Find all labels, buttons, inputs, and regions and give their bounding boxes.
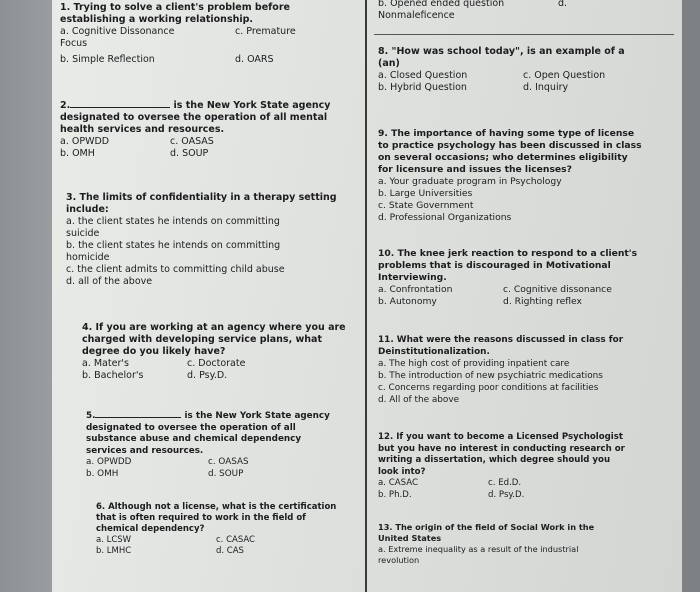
- question-2: [60, 98, 330, 160]
- question-8: [378, 46, 625, 94]
- question-12: [378, 432, 625, 501]
- q3-option-c: c. the client admits to committing child abuse: [66, 264, 285, 275]
- question-3: [66, 192, 337, 288]
- q2-stem-line3: health services and resources.: [60, 124, 225, 135]
- column-divider: [365, 0, 367, 592]
- q1-stem-line2: establishing a working relationship.: [60, 14, 254, 25]
- q4-stem-line1: 4. If you are working at an agency where you are: [82, 322, 346, 333]
- q2-option-c: c. OASAS: [170, 136, 214, 147]
- question-7-tail: [378, 0, 567, 22]
- q11-option-d: d. All of the above: [378, 395, 460, 405]
- q9-stem-line2: to practice psychology has been discussed in class: [378, 140, 642, 151]
- q13-stem-line2: United States: [378, 533, 442, 543]
- q7-option-b: b. Opened ended question: [378, 0, 505, 9]
- q12-option-c: c. Ed.D.: [488, 478, 522, 488]
- question-11: [378, 334, 623, 406]
- q13-stem-line1: 13. The origin of the field of Social Work in the: [378, 522, 595, 532]
- q2-stem-tail: is the New York State agency: [173, 100, 331, 111]
- q12-option-a: a. CASAC: [378, 478, 418, 488]
- q8-stem-line1: 8. "How was school today", is an example of a: [378, 46, 625, 57]
- question-6: [96, 502, 336, 557]
- q9-option-c: c. State Government: [378, 200, 474, 211]
- q5-stem-line4: services and resources.: [86, 445, 204, 456]
- q10-option-c: c. Cognitive dissonance: [503, 284, 612, 295]
- q2-option-d: d. SOUP: [170, 148, 209, 159]
- q7-option-d: d.: [558, 0, 568, 9]
- q8-stem-line2: (an): [378, 58, 400, 69]
- exam-sheet: [52, 0, 682, 592]
- q13-option-a-cont: revolution: [378, 555, 420, 565]
- q2-blank: [70, 98, 170, 108]
- q10-stem-line2: problems that is discouraged in Motivational: [378, 260, 611, 271]
- q2-stem-line2: designated to oversee the operation of all mental: [60, 112, 328, 123]
- q3-option-b2: homicide: [66, 252, 110, 263]
- q12-option-b: b. Ph.D.: [378, 489, 412, 500]
- q13-option-a: a. Extreme inequality as a result of the industrial: [378, 544, 579, 554]
- q12-stem-line1: 12. If you want to become a Licensed Psychologist: [378, 432, 623, 442]
- q3-stem-line1: 3. The limits of confidentiality in a therapy setting: [66, 192, 337, 203]
- q9-option-b: b. Large Universities: [378, 188, 473, 199]
- q6-stem-line1: 6. Although not a license, what is the certification: [96, 502, 337, 512]
- q8-option-d: d. Inquiry: [523, 82, 569, 93]
- q4-option-b: b. Bachelor's: [82, 370, 144, 381]
- q2-option-a: a. OPWDD: [60, 136, 110, 147]
- q3-option-a2: suicide: [66, 228, 100, 239]
- q9-stem-line4: for licensure and issues the licenses?: [378, 164, 572, 175]
- question-10: [378, 248, 637, 308]
- question-4: [82, 322, 346, 382]
- q5-option-d: d. SOUP: [208, 468, 244, 479]
- q1-option-b: b. Simple Reflection: [60, 54, 155, 65]
- q9-stem-line3: on several occasions; who determines eligibility: [378, 152, 628, 163]
- question-9: [378, 128, 642, 224]
- q5-stem-line3: substance abuse and chemical dependency: [86, 434, 302, 444]
- q1-option-c: c. Premature: [235, 26, 296, 37]
- q4-option-d: d. Psy.D.: [187, 370, 228, 381]
- q12-stem-line2: but you have no interest in conducting research or: [378, 443, 625, 454]
- q11-stem-line2: Deinstitutionalization.: [378, 347, 490, 357]
- q1-option-a: a. Cognitive Dissonance: [60, 26, 175, 37]
- q4-option-c: c. Doctorate: [187, 358, 246, 369]
- q4-stem-line2: charged with developing service plans, what: [82, 334, 322, 345]
- q9-option-a: a. Your graduate program in Psychology: [378, 176, 562, 187]
- q8-option-b: b. Hybrid Question: [378, 82, 467, 93]
- q9-stem-line1: 9. The importance of having some type of license: [378, 128, 635, 139]
- q2-number: 2.: [60, 100, 71, 111]
- q5-option-c: c. OASAS: [208, 457, 249, 467]
- q5-option-a: a. OPWDD: [86, 457, 132, 467]
- q11-option-c: c. Concerns regarding poor conditions at facilities: [378, 383, 599, 393]
- q5-number: 5.: [86, 411, 96, 421]
- background-edge-left: [0, 0, 52, 592]
- q6-stem-line3: chemical dependency?: [96, 524, 205, 534]
- q10-option-b: b. Autonomy: [378, 296, 437, 307]
- q10-option-a: a. Confrontation: [378, 284, 453, 295]
- q10-option-d: d. Righting reflex: [503, 296, 582, 307]
- question-1: [60, 2, 296, 66]
- q9-option-d: d. Professional Organizations: [378, 212, 512, 223]
- q4-stem-line3: degree do you likely have?: [82, 346, 226, 357]
- q10-stem-line3: Interviewing.: [378, 272, 447, 283]
- q5-option-b: b. OMH: [86, 468, 119, 479]
- q5-stem-tail: is the New York State agency: [184, 411, 330, 421]
- q4-option-a: a. Mater's: [82, 358, 129, 369]
- q6-stem-line2: that is often required to work in the field of: [96, 513, 306, 523]
- q11-option-a: a. The high cost of providing inpatient care: [378, 359, 570, 369]
- background-edge-right: [682, 0, 700, 592]
- q3-option-b1: b. the client states he intends on committing: [66, 240, 281, 251]
- q1-option-a-cont: Focus: [60, 38, 88, 49]
- q1-option-d: d. OARS: [235, 54, 274, 65]
- q6-option-c: c. CASAC: [216, 535, 255, 545]
- question-13: [378, 522, 594, 566]
- q5-blank: [95, 408, 181, 418]
- q12-option-d: d. Psy.D.: [488, 489, 525, 500]
- q2-option-b: b. OMH: [60, 148, 95, 159]
- q10-stem-line1: 10. The knee jerk reaction to respond to a client's: [378, 248, 638, 259]
- q3-option-d: d. all of the above: [66, 276, 153, 287]
- q6-option-b: b. LMHC: [96, 546, 132, 556]
- q5-stem-line2: designated to oversee the operation of all: [86, 422, 296, 433]
- q3-option-a1: a. the client states he intends on committing: [66, 216, 280, 227]
- q6-option-d: d. CAS: [216, 546, 244, 556]
- q7-option-b-cont: Nonmaleficence: [378, 10, 455, 21]
- q1-stem-line1: 1. Trying to solve a client's problem before: [60, 2, 290, 13]
- question-5: [86, 408, 330, 480]
- q8-option-a: a. Closed Question: [378, 70, 468, 81]
- q6-option-a: a. LCSW: [96, 535, 132, 545]
- q11-option-b: b. The introduction of new psychiatric medications: [378, 371, 603, 381]
- q3-stem-line2: include:: [66, 204, 109, 215]
- q11-stem-line1: 11. What were the reasons discussed in class for: [378, 335, 624, 345]
- separator-line: [374, 34, 674, 35]
- q8-option-c: c. Open Question: [523, 70, 606, 81]
- q12-stem-line4: look into?: [378, 466, 426, 477]
- q12-stem-line3: writing a dissertation, which degree should you: [378, 455, 611, 465]
